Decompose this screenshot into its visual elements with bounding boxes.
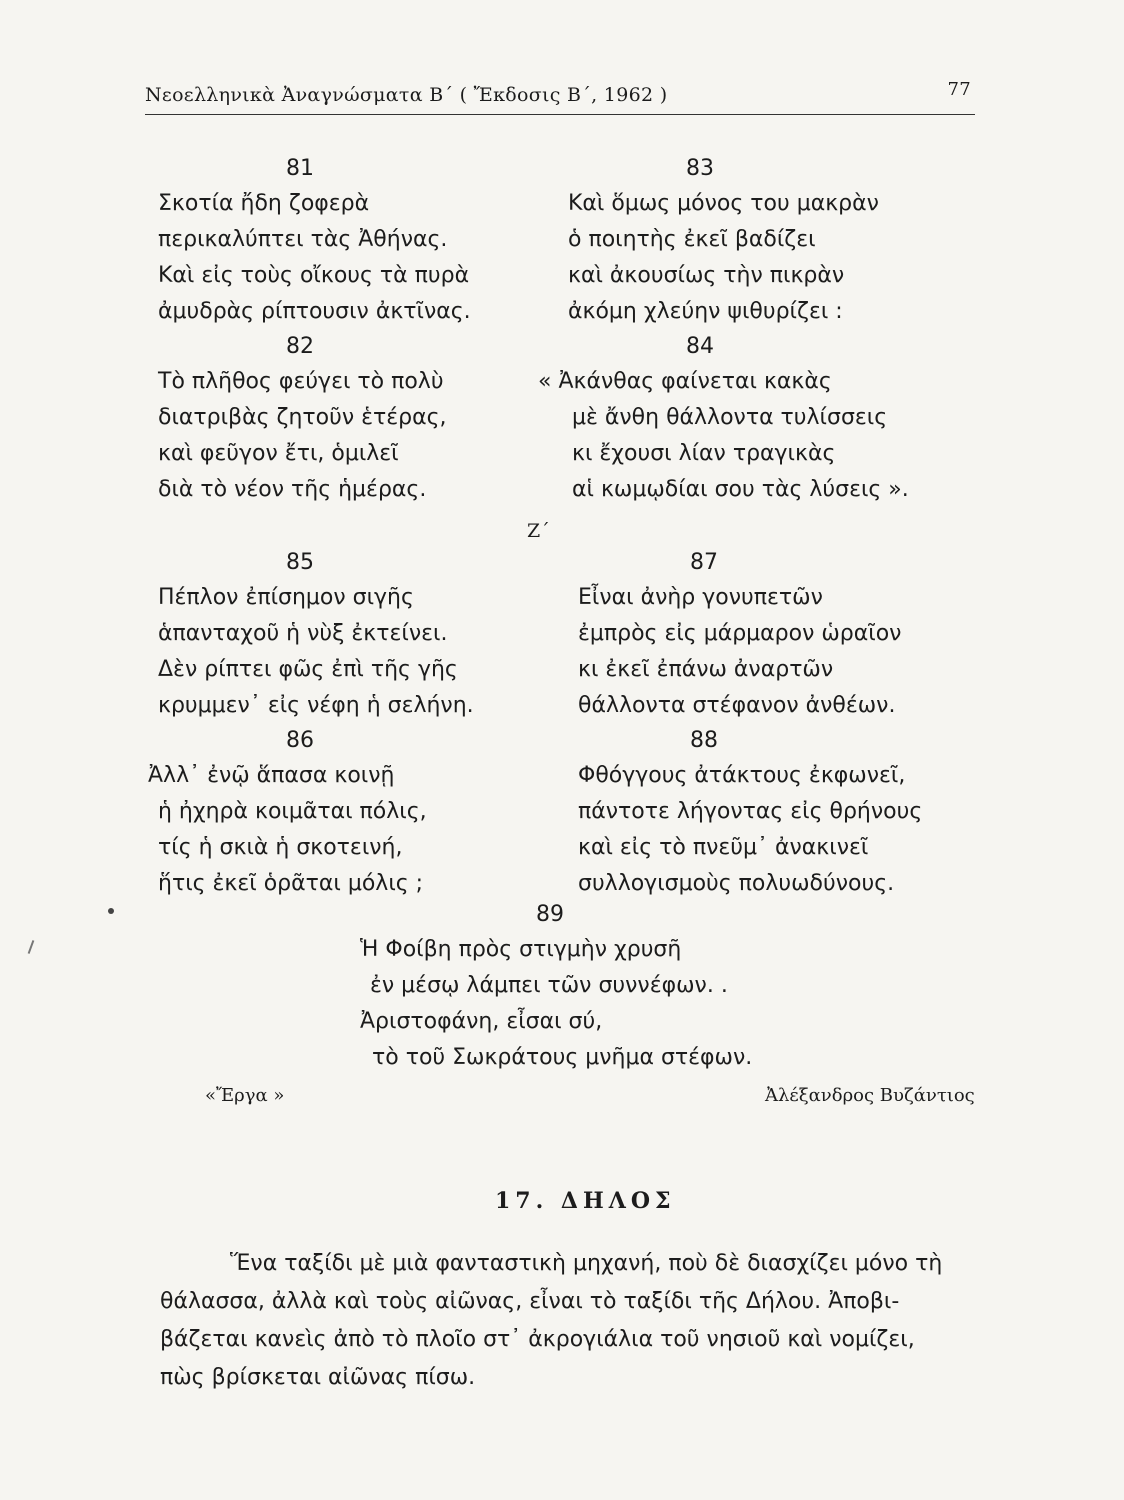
section-mark: Ζ΄ bbox=[527, 520, 550, 542]
verse-line: αἱ κωμῳδίαι σου τὰς λύσεις ». bbox=[572, 477, 909, 502]
verse-line: Ἀριστοφάνη, εἶσαι σύ, bbox=[360, 1009, 603, 1034]
verse-line: τὸ τοῦ Σωκράτους μνῆμα στέφων. bbox=[372, 1045, 753, 1070]
verse-line: καὶ ἀκουσίως τὴν πικρὰν bbox=[568, 263, 845, 288]
verse-line: Φθόγγους ἀτάκτους ἐκφωνεῖ, bbox=[578, 763, 906, 788]
stanza-number: 83 bbox=[686, 156, 714, 181]
stanza-number: 88 bbox=[690, 728, 718, 753]
page-header bbox=[145, 79, 975, 112]
stanza-89 bbox=[360, 898, 752, 1076]
verse-line: καὶ φεῦγον ἔτι, ὁμιλεῖ bbox=[158, 441, 399, 466]
verse-line: Τὸ πλῆθος φεύγει τὸ πολὺ bbox=[158, 369, 444, 394]
stanza-87 bbox=[578, 546, 922, 724]
verse-line: Καὶ ὅμως μόνος του μακρὰν bbox=[568, 191, 879, 216]
author-name: Ἀλέξανδρος Βυζάντιος bbox=[765, 1085, 975, 1106]
verse-line: μὲ ἄνθη θάλλοντα τυλίσσεις bbox=[572, 405, 888, 430]
verse-line: κι ἐκεῖ ἐπάνω ἀναρτῶν bbox=[578, 657, 834, 682]
stanza-88 bbox=[578, 724, 922, 902]
prose-line: θάλασσα, ἀλλὰ καὶ τοὺς αἰῶνας, εἶναι τὸ ταξίδι τῆς Δήλου. Ἀποβι- bbox=[160, 1289, 900, 1314]
verse-line: Δὲν ρίπτει φῶς ἐπὶ τῆς γῆς bbox=[158, 657, 458, 682]
verse-line: πάντοτε λήγοντας εἰς θρήνους bbox=[578, 799, 923, 824]
running-title: Νεοελληνικὰ Ἀναγνώσματα Β΄ ( Ἔκδοσις Β΄, 1962 ) bbox=[145, 84, 668, 106]
verse-line: Σκοτία ἤδη ζοφερὰ bbox=[158, 191, 370, 216]
verse-line: ὁ ποιητὴς ἐκεῖ βαδίζει bbox=[568, 227, 816, 252]
verse-line: Ἀλλ᾽ ἐνῷ ἅπασα κοινῇ bbox=[148, 763, 395, 788]
verse-line: θάλλοντα στέφανον ἀνθέων. bbox=[578, 693, 896, 718]
center-stanza bbox=[360, 898, 752, 1076]
stanza-number: 85 bbox=[286, 550, 314, 575]
verse-line: ἐμπρὸς εἰς μάρμαρον ὡραῖον bbox=[578, 621, 902, 646]
stanza-86 bbox=[148, 724, 474, 902]
verse-line: τίς ἡ σκιὰ ἡ σκοτεινή, bbox=[158, 835, 403, 860]
scan-dot bbox=[108, 908, 114, 914]
prose-line: βάζεται κανεὶς ἀπὸ τὸ πλοῖο στ᾽ ἀκρογιάλια τοῦ νησιοῦ καὶ νομίζει, bbox=[160, 1327, 915, 1352]
page-number: 77 bbox=[947, 79, 971, 100]
verse-line: « Ἀκάνθας φαίνεται κακὰς bbox=[538, 369, 832, 394]
scan-mark bbox=[28, 940, 35, 954]
left-column-bottom bbox=[148, 546, 474, 902]
stanza-number: 82 bbox=[286, 334, 314, 359]
chapter-title: 17. ΔΗΛΟΣ bbox=[495, 1188, 676, 1214]
source-citation: «Ἔργα » bbox=[205, 1085, 285, 1106]
stanza-number: 81 bbox=[286, 156, 314, 181]
verse-line: ἡ ἠχηρὰ κοιμᾶται πόλις, bbox=[158, 799, 427, 824]
verse-line: Ἡ Φοίβη πρὸς στιγμὴν χρυσῆ bbox=[360, 937, 682, 962]
verse-line: ἁπανταχοῦ ἡ νὺξ ἐκτείνει. bbox=[158, 621, 448, 646]
stanza-85 bbox=[158, 546, 474, 724]
verse-line: Πέπλον ἐπίσημον σιγῆς bbox=[158, 585, 414, 610]
stanza-81 bbox=[158, 152, 471, 330]
prose-line: Ἕνα ταξίδι μὲ μιὰ φανταστικὴ μηχανή, ποὺ δὲ διασχίζει μόνο τὴ bbox=[230, 1251, 943, 1276]
right-column-bottom bbox=[578, 546, 922, 902]
verse-line: κρυμμεν᾽ εἰς νέφη ἡ σελήνη. bbox=[158, 693, 474, 718]
verse-line: Καὶ εἰς τοὺς οἴκους τὰ πυρὰ bbox=[158, 263, 470, 288]
verse-line: ἐν μέσῳ λάμπει τῶν συννέφων. . bbox=[370, 973, 728, 998]
left-column-top bbox=[158, 152, 471, 508]
stanza-83 bbox=[568, 152, 909, 330]
verse-line: περικαλύπτει τὰς Ἀθήνας. bbox=[158, 227, 448, 252]
stanza-number: 84 bbox=[686, 334, 714, 359]
verse-line: συλλογισμοὺς πολυωδύνους. bbox=[578, 871, 895, 896]
right-column-top bbox=[538, 152, 909, 508]
stanza-84 bbox=[538, 330, 909, 508]
verse-line: διατριβὰς ζητοῦν ἑτέρας, bbox=[158, 405, 447, 430]
verse-line: ἥτις ἐκεῖ ὁρᾶται μόλις ; bbox=[158, 871, 424, 896]
verse-line: ἀμυδρὰς ρίπτουσιν ἀκτῖνας. bbox=[158, 299, 471, 324]
stanza-number: 86 bbox=[286, 728, 314, 753]
prose-line: πὼς βρίσκεται αἰῶνας πίσω. bbox=[160, 1365, 476, 1390]
verse-line: καὶ εἰς τὸ πνεῦμ᾽ ἀνακινεῖ bbox=[578, 835, 869, 860]
verse-line: κι ἔχουσι λίαν τραγικὰς bbox=[572, 441, 836, 466]
stanza-number: 89 bbox=[536, 902, 564, 927]
verse-line: Εἶναι ἀνὴρ γονυπετῶν bbox=[578, 585, 823, 610]
stanza-number: 87 bbox=[690, 550, 718, 575]
verse-line: διὰ τὸ νέον τῆς ἡμέρας. bbox=[158, 477, 427, 502]
stanza-82 bbox=[158, 330, 471, 508]
prose-paragraph bbox=[160, 1245, 975, 1397]
verse-line: ἀκόμη χλεύην ψιθυρίζει : bbox=[568, 299, 843, 324]
header-rule bbox=[145, 114, 975, 115]
